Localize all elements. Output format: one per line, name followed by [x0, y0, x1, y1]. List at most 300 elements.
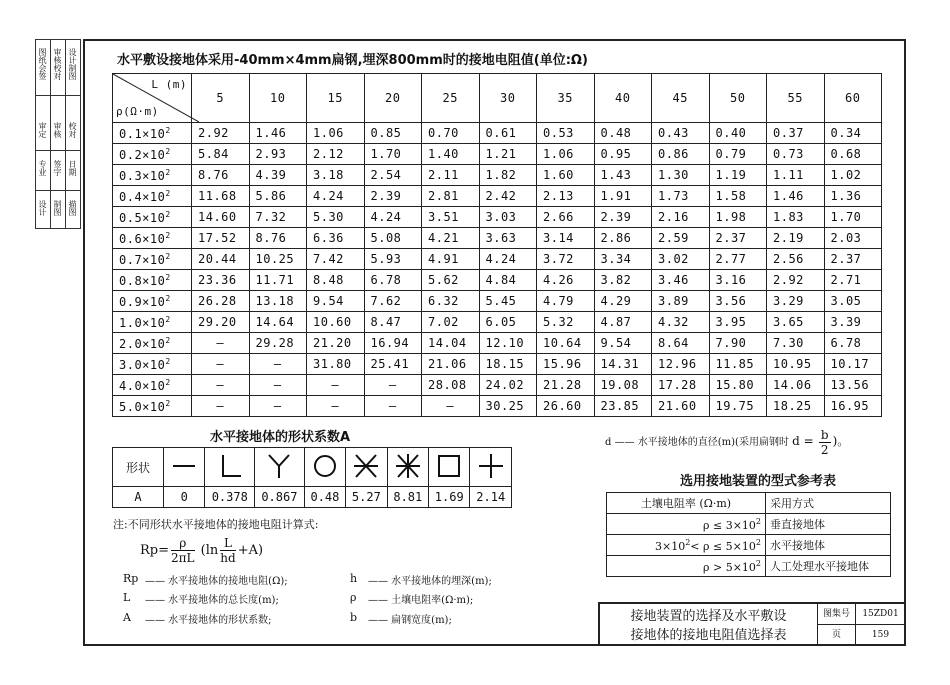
resistivity-value: 1.0×10 [119, 315, 166, 330]
resistance-value: 4.32 [652, 312, 710, 333]
resistance-value: 6.78 [824, 333, 882, 354]
resistance-value: 7.62 [364, 291, 422, 312]
resistance-value: 1.36 [824, 186, 882, 207]
exponent: 2 [165, 230, 171, 240]
resistance-value: 0.53 [537, 123, 595, 144]
length-header: 25 [422, 74, 480, 123]
resistivity-value: 0.3×10 [119, 168, 166, 183]
table-row [113, 144, 882, 165]
exponent: 2 [755, 516, 761, 526]
resistance-value: — [364, 396, 422, 417]
resistance-value: 9.54 [594, 333, 652, 354]
resistance-value: 6.32 [422, 291, 480, 312]
resistance-value: 3.63 [479, 228, 537, 249]
resistance-value: 0.34 [824, 123, 882, 144]
resistance-value: 0.40 [709, 123, 767, 144]
resistance-value: 7.30 [767, 333, 825, 354]
resistance-value: 7.32 [249, 207, 307, 228]
resistance-value: 1.11 [767, 165, 825, 186]
definition-text: —— 土壤电阻率(Ω·m); [368, 595, 474, 606]
resistance-value: 4.39 [249, 165, 307, 186]
resistance-value: 20.44 [192, 249, 250, 270]
resistance-value: 15.96 [537, 354, 595, 375]
resistance-value: 12.10 [479, 333, 537, 354]
resistance-value: 2.81 [422, 186, 480, 207]
table-row [113, 375, 882, 396]
length-header: 5 [192, 74, 250, 123]
resistance-value: 0.61 [479, 123, 537, 144]
resistance-value: 14.31 [594, 354, 652, 375]
table-row [113, 207, 882, 228]
resistance-value: 3.51 [422, 207, 480, 228]
resistance-value: 8.47 [364, 312, 422, 333]
b-over-2-fraction [819, 428, 831, 457]
resistance-value: 1.02 [824, 165, 882, 186]
signoff-divider [36, 95, 80, 96]
resistivity-cell [113, 270, 192, 291]
resistance-value: 5.86 [249, 186, 307, 207]
resistance-value: 1.83 [767, 207, 825, 228]
resistance-value: 2.86 [594, 228, 652, 249]
resistance-value: 0.37 [767, 123, 825, 144]
resistance-value: 6.36 [307, 228, 365, 249]
exponent: 2 [165, 188, 171, 198]
resistance-value: 0.43 [652, 123, 710, 144]
length-header: 45 [652, 74, 710, 123]
resistance-value: 10.64 [537, 333, 595, 354]
signoff-text: 日期 [68, 160, 77, 176]
table-row [113, 270, 882, 291]
resistance-value: 5.93 [364, 249, 422, 270]
resistance-value: 29.28 [249, 333, 307, 354]
straight-line-shape-icon [164, 448, 205, 487]
resistance-value: 5.08 [364, 228, 422, 249]
ref-condition-text: 3×10 [654, 539, 686, 553]
resistance-value: 3.02 [652, 249, 710, 270]
resistance-value: 1.19 [709, 165, 767, 186]
resistance-value: 1.58 [709, 186, 767, 207]
resistance-value: 7.02 [422, 312, 480, 333]
resistance-value: 2.92 [767, 270, 825, 291]
definition-symbol: L [123, 591, 131, 604]
resistance-value: 0.70 [422, 123, 480, 144]
resistance-value: 0.79 [709, 144, 767, 165]
resistance-value: 5.84 [192, 144, 250, 165]
drawing-name [600, 604, 818, 646]
header-rho-label: ρ(Ω·m) [116, 105, 159, 118]
signoff-text: 制图 [53, 200, 62, 216]
resistivity-cell [113, 123, 192, 144]
table-row [113, 291, 882, 312]
resistance-value: 3.89 [652, 291, 710, 312]
resistance-value: 2.77 [709, 249, 767, 270]
resistance-value: 2.66 [537, 207, 595, 228]
resistance-value: 1.06 [537, 144, 595, 165]
star-6-shape-icon [387, 448, 428, 487]
resistance-value: 1.60 [537, 165, 595, 186]
resistance-value: 1.40 [422, 144, 480, 165]
resistance-value: 9.54 [307, 291, 365, 312]
resistance-value: 8.48 [307, 270, 365, 291]
exponent: 2 [685, 537, 691, 547]
l-over-hd [220, 536, 235, 565]
ref-header-resistivity: 土壤电阻率 (Ω·m) [607, 493, 766, 514]
resistance-value: 4.24 [364, 207, 422, 228]
resistance-value: 2.12 [307, 144, 365, 165]
resistivity-cell [113, 186, 192, 207]
title-block [598, 602, 906, 646]
length-header: 40 [594, 74, 652, 123]
resistance-value: 23.85 [594, 396, 652, 417]
star-4-shape-icon [346, 448, 387, 487]
formula-intro: 注:不同形状水平接地体的接地电阻计算式: [113, 518, 319, 531]
resistance-value: 15.80 [709, 375, 767, 396]
resistance-value: 3.82 [594, 270, 652, 291]
d-equation: d = [792, 434, 814, 448]
resistance-value: 3.56 [709, 291, 767, 312]
resistance-value: 2.59 [652, 228, 710, 249]
resistance-value: 12.96 [652, 354, 710, 375]
resistance-value: 11.68 [192, 186, 250, 207]
table-row [113, 354, 882, 375]
definition-symbol: b [350, 611, 358, 624]
resistance-value: 3.72 [537, 249, 595, 270]
page-number: 159 [856, 625, 906, 646]
definition-text: —— 水平接地体的埋深(m); [368, 576, 492, 587]
resistance-value: 4.87 [594, 312, 652, 333]
formula-ln: (ln [200, 543, 219, 558]
signoff-text: 图纸会签 [38, 48, 47, 80]
cross-shape-icon [470, 448, 512, 487]
definition-symbol: A [123, 611, 131, 624]
resistivity-value: 3.0×10 [119, 357, 166, 372]
resistance-value: 3.39 [824, 312, 882, 333]
exponent: 2 [165, 125, 171, 135]
table-row [113, 123, 882, 144]
ref-method: 人工处理水平接地体 [766, 556, 891, 577]
resistance-value: 1.21 [479, 144, 537, 165]
ref-condition [607, 556, 766, 577]
page-label: 页 [818, 625, 856, 646]
resistance-value: 21.60 [652, 396, 710, 417]
resistance-value: 17.52 [192, 228, 250, 249]
resistivity-value: 0.7×10 [119, 252, 166, 267]
signoff-text: 审定 [38, 122, 47, 138]
resistivity-cell [113, 354, 192, 375]
resistance-value: 17.28 [652, 375, 710, 396]
fraction-numerator: ρ [171, 536, 195, 551]
resistance-value: 11.85 [709, 354, 767, 375]
length-header: 30 [479, 74, 537, 123]
resistance-value: 3.29 [767, 291, 825, 312]
resistance-value: 4.79 [537, 291, 595, 312]
ref-header-method: 采用方式 [766, 493, 891, 514]
resistance-value: 6.05 [479, 312, 537, 333]
resistance-value: — [422, 396, 480, 417]
resistance-value: — [249, 396, 307, 417]
resistance-value: 10.60 [307, 312, 365, 333]
length-header: 55 [767, 74, 825, 123]
ref-method: 垂直接地体 [766, 514, 891, 535]
resistance-value: 1.43 [594, 165, 652, 186]
resistance-value: 2.37 [709, 228, 767, 249]
resistance-value: 4.24 [307, 186, 365, 207]
resistance-value: 24.02 [479, 375, 537, 396]
resistance-value: 2.39 [364, 186, 422, 207]
resistivity-value: 5.0×10 [119, 399, 166, 414]
resistance-value: 4.24 [479, 249, 537, 270]
resistance-value: 5.45 [479, 291, 537, 312]
resistance-value: 3.46 [652, 270, 710, 291]
resistance-value: — [307, 375, 365, 396]
resistance-value: 3.95 [709, 312, 767, 333]
resistance-value: 2.71 [824, 270, 882, 291]
resistance-value: 26.28 [192, 291, 250, 312]
resistance-value: 11.71 [249, 270, 307, 291]
ref-condition [607, 535, 766, 556]
d-definition-text: d —— 水平接地体的直径(m)(采用扁钢时 [605, 437, 789, 448]
resistance-value: — [192, 354, 250, 375]
resistivity-value: 4.0×10 [119, 378, 166, 393]
resistance-value: 4.26 [537, 270, 595, 291]
resistance-value: 18.25 [767, 396, 825, 417]
resistance-value: 5.32 [537, 312, 595, 333]
resistance-value: — [192, 396, 250, 417]
ref-condition-text: ρ ≤ 3×10 [703, 518, 756, 532]
shape-coefficient-table [112, 447, 512, 508]
resistance-value: 14.64 [249, 312, 307, 333]
ref-table-title: 选用接地装置的型式参考表 [680, 474, 837, 489]
resistivity-cell [113, 375, 192, 396]
definition-text: —— 水平接地体的总长度(m); [145, 595, 279, 606]
circle-shape-icon [304, 448, 345, 487]
resistance-value: — [364, 375, 422, 396]
resistance-value: 1.70 [364, 144, 422, 165]
resistivity-value: 0.5×10 [119, 210, 166, 225]
ref-row [607, 556, 891, 577]
fraction-denominator: 2 [820, 443, 829, 457]
resistance-value: 14.06 [767, 375, 825, 396]
resistivity-cell [113, 207, 192, 228]
ref-condition [607, 514, 766, 535]
shape-label: 形状 [113, 448, 164, 487]
resistance-value: 0.86 [652, 144, 710, 165]
fraction-denominator: hd [220, 551, 236, 565]
shape-row [113, 448, 512, 487]
length-header: 50 [709, 74, 767, 123]
exponent: 2 [165, 293, 171, 303]
exponent: 2 [755, 537, 761, 547]
drawing-name-line: 接地装置的选择及水平敷设 [630, 609, 787, 624]
drawing-name-line: 接地体的接地电阻值选择表 [630, 628, 787, 643]
resistivity-cell [113, 312, 192, 333]
shape-table-title: 水平接地体的形状系数A [210, 430, 351, 445]
definition-symbol: Rp [123, 572, 139, 585]
a-label: A [113, 487, 164, 508]
table-row [113, 186, 882, 207]
table-header-row [113, 74, 882, 123]
resistance-value: 1.73 [652, 186, 710, 207]
length-header: 35 [537, 74, 595, 123]
resistance-value: 19.08 [594, 375, 652, 396]
selection-reference-table [606, 492, 891, 577]
resistance-value: 31.80 [307, 354, 365, 375]
fraction-numerator: b [820, 428, 829, 442]
a-value: 0.48 [304, 487, 345, 508]
resistance-value: 10.17 [824, 354, 882, 375]
resistance-value: 4.91 [422, 249, 480, 270]
resistivity-value: 0.4×10 [119, 189, 166, 204]
signoff-divider [36, 190, 80, 191]
a-value: 5.27 [346, 487, 387, 508]
resistance-value: 28.08 [422, 375, 480, 396]
resistance-value: 26.60 [537, 396, 595, 417]
resistance-value: 13.56 [824, 375, 882, 396]
square-shape-icon [429, 448, 470, 487]
ref-condition-text: < ρ ≤ 5×10 [690, 539, 756, 553]
resistance-value: 0.95 [594, 144, 652, 165]
resistivity-cell [113, 228, 192, 249]
resistance-value: 2.54 [364, 165, 422, 186]
exponent: 2 [165, 356, 171, 366]
rho-over-2pil [171, 536, 195, 565]
resistivity-cell [113, 249, 192, 270]
page-title: 水平敷设接地体采用-40mm×4mm扁钢,埋深800mm时的接地电阻值(单位:Ω) [117, 53, 588, 68]
resistance-value: 0.73 [767, 144, 825, 165]
signoff-divider [36, 150, 80, 151]
resistance-value: 13.18 [249, 291, 307, 312]
resistivity-cell [113, 165, 192, 186]
resistance-value: 3.05 [824, 291, 882, 312]
resistance-value: 2.11 [422, 165, 480, 186]
signoff-text: 设计 [38, 200, 47, 216]
resistance-value: 1.98 [709, 207, 767, 228]
diagonal-header-cell [113, 74, 192, 123]
definition-text: —— 水平接地体的接地电阻(Ω); [145, 576, 288, 587]
definition-text: —— 水平接地体的形状系数; [145, 615, 272, 626]
exponent: 2 [165, 251, 171, 261]
signoff-text: 专业 [38, 160, 47, 176]
resistivity-cell [113, 144, 192, 165]
exponent: 2 [165, 377, 171, 387]
resistance-value: 14.04 [422, 333, 480, 354]
exponent: 2 [165, 335, 171, 345]
resistance-value: 4.84 [479, 270, 537, 291]
exponent: 2 [755, 558, 761, 568]
a-value-row [113, 487, 512, 508]
resistance-value: 4.29 [594, 291, 652, 312]
resistance-value: 2.19 [767, 228, 825, 249]
resistance-value: 2.93 [249, 144, 307, 165]
length-header: 15 [307, 74, 365, 123]
signoff-text: 审核校对 [53, 48, 62, 80]
resistance-value: 21.28 [537, 375, 595, 396]
definition-text: —— 扁钢宽度(m); [368, 615, 452, 626]
resistance-value: 10.95 [767, 354, 825, 375]
resistance-formula [140, 536, 263, 565]
resistance-value: 21.06 [422, 354, 480, 375]
resistance-value: 1.46 [767, 186, 825, 207]
resistance-value: 8.76 [249, 228, 307, 249]
table-row [113, 396, 882, 417]
fraction-denominator: 2πL [171, 551, 195, 565]
length-header: 20 [364, 74, 422, 123]
resistivity-value: 0.1×10 [119, 126, 166, 141]
resistance-value: 1.70 [824, 207, 882, 228]
resistance-value: 8.64 [652, 333, 710, 354]
l-shape-icon [205, 448, 255, 487]
resistivity-value: 2.0×10 [119, 336, 166, 351]
y-shape-icon [255, 448, 305, 487]
a-value: 2.14 [470, 487, 512, 508]
resistivity-value: 0.9×10 [119, 294, 166, 309]
resistance-value: 8.76 [192, 165, 250, 186]
resistivity-cell [113, 291, 192, 312]
signoff-text: 描图 [68, 200, 77, 216]
signoff-text: 审核 [53, 122, 62, 138]
formula-lhs: Rp= [140, 543, 170, 558]
resistance-value: 2.39 [594, 207, 652, 228]
resistance-value: 1.46 [249, 123, 307, 144]
table-row [113, 165, 882, 186]
definition-symbol: h [350, 572, 358, 585]
resistance-value: 2.03 [824, 228, 882, 249]
resistance-value: 25.41 [364, 354, 422, 375]
resistivity-cell [113, 333, 192, 354]
resistance-value: 1.30 [652, 165, 710, 186]
atlas-number: 15ZD01 [856, 604, 906, 625]
resistance-value: 3.16 [709, 270, 767, 291]
d-definition-tail: )。 [832, 434, 850, 448]
signoff-text: 签字 [53, 160, 62, 176]
resistance-value: 7.90 [709, 333, 767, 354]
a-value: 0.867 [255, 487, 305, 508]
exponent: 2 [165, 314, 171, 324]
resistance-value: 2.16 [652, 207, 710, 228]
table-row [113, 333, 882, 354]
exponent: 2 [165, 398, 171, 408]
resistance-value: — [192, 333, 250, 354]
length-header: 10 [249, 74, 307, 123]
signoff-strip [35, 39, 81, 229]
atlas-label: 图集号 [818, 604, 856, 625]
resistance-value: 2.42 [479, 186, 537, 207]
resistance-value: 29.20 [192, 312, 250, 333]
resistance-value: 1.82 [479, 165, 537, 186]
resistance-value: 1.06 [307, 123, 365, 144]
ref-condition-text: ρ > 5×10 [703, 560, 756, 574]
resistance-table [112, 73, 882, 417]
ref-header-row [607, 493, 891, 514]
a-value: 8.81 [387, 487, 428, 508]
resistance-value: 5.62 [422, 270, 480, 291]
header-length-label: L (m) [151, 78, 187, 91]
resistance-value: — [192, 375, 250, 396]
resistance-value: — [249, 354, 307, 375]
resistance-value: 19.75 [709, 396, 767, 417]
table-row [113, 249, 882, 270]
exponent: 2 [165, 209, 171, 219]
resistance-value: 3.34 [594, 249, 652, 270]
exponent: 2 [165, 146, 171, 156]
exponent: 2 [165, 167, 171, 177]
signoff-text: 设计制图 [68, 48, 77, 80]
resistance-value: — [249, 375, 307, 396]
resistance-value: 3.18 [307, 165, 365, 186]
resistivity-value: 0.2×10 [119, 147, 166, 162]
resistance-value: 5.30 [307, 207, 365, 228]
a-value: 0 [164, 487, 205, 508]
